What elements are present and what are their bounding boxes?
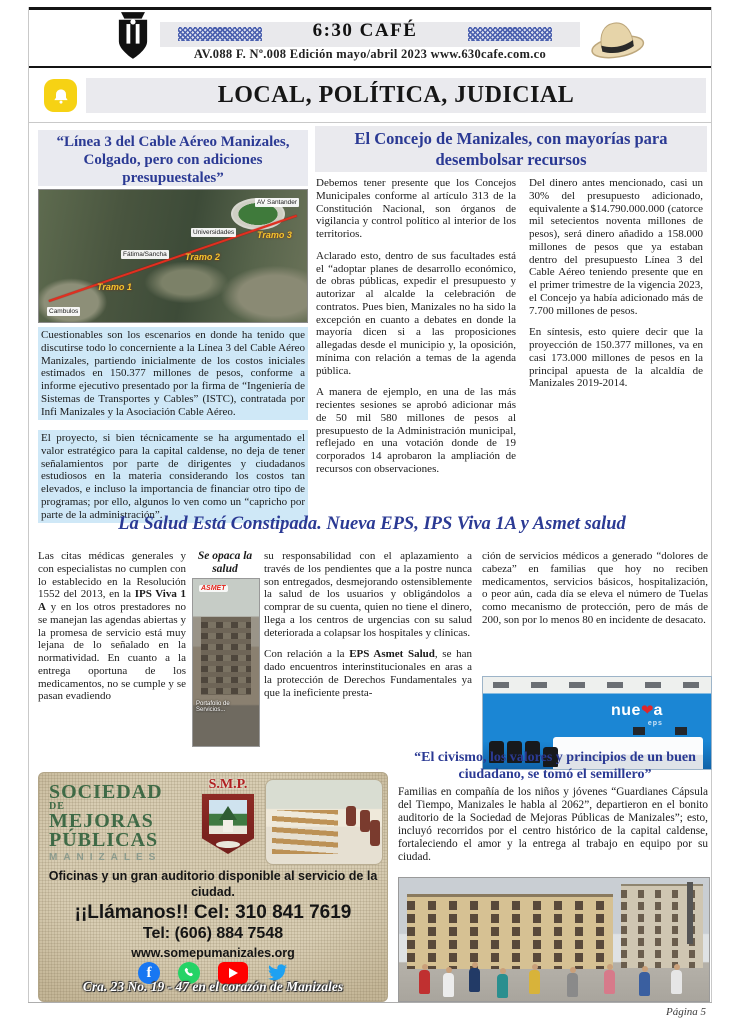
shield-church <box>223 820 233 832</box>
salud-article-title: La Salud Está Constipada. Nueva EPS, IPS Viva 1A y Asmet salud <box>118 514 626 534</box>
smp-label: S.M.P. <box>208 777 248 792</box>
bell-icon <box>44 79 77 112</box>
ad-tel-line: Tel: (606) 884 7548 <box>142 925 284 942</box>
pedestrian <box>497 974 508 998</box>
cable-paragraph-2: El proyecto, si bien técnicamente se ha argumentado el valor estratégico para la capital caldense, no deja de tener señalamientos por parte de dirigentes y ciudadanos estudiosos en la materia considerando los costos tan elevados, e incluso la importancia de financiar otro tipo de programas; por ello, algunos lo ven como un “capricho por parte de la administración”. <box>38 430 308 523</box>
concejo-col1-p1: Debemos tener presente que los Concejos Municipales conforme al artículo 313 de la Constitución Nacional, son órganos de vigilancia y control político al interior de los territorios. <box>316 177 516 240</box>
cable-map-image <box>38 189 308 323</box>
shield-mountain <box>219 806 237 820</box>
smp-shield-icon <box>202 794 254 854</box>
building-pole <box>687 882 693 944</box>
cable-article-title: “Línea 3 del Cable Aéreo Manizales, Colgado, pero con adiciones presupuestales” <box>38 130 308 186</box>
section-band <box>86 78 706 113</box>
concejo-column-2 <box>529 177 703 399</box>
asmet-logo: ASMET <box>201 585 226 592</box>
salud-column-1 <box>38 550 186 703</box>
brochure-building <box>201 617 251 695</box>
org-line-4: PÚBLICAS <box>49 828 159 851</box>
top-rule <box>28 7 712 10</box>
salud-column-4: ción de servicios médicos a generado “dolores de cabeza” en familias que hoy no reciben medicamentos, servicios básicos, hospitalización, o peor aún, cada día se eleva el número de Tuelas como mecanismo de protección, pero de más de 200, son por lo menos 80 en incidente de desacato. <box>482 550 708 626</box>
salud-col1-text2: y en los otros prestadores no se manejan las agendas abiertas y la promesa de servicio está muy lejana de lo señalado en la normatividad. En cuanto a la entrega oportuna de los medicamentos, no se cumple y se pasan evadiendo <box>38 601 186 703</box>
map-station-label: Fátima/Sancha <box>123 251 167 258</box>
org-city: MANIZALES <box>49 851 162 863</box>
org-line-2: DE <box>49 801 65 812</box>
org-line-1: SOCIEDAD <box>49 781 163 803</box>
nueva-eps-logo <box>611 701 663 727</box>
smp-crest <box>197 777 259 854</box>
footer-rule <box>28 1002 712 1003</box>
salud-col3-text: Con relación a la <box>264 648 350 661</box>
red-chair <box>370 820 380 846</box>
ad-address: Cra. 23 No. 19 - 47 en el corazón de Manizales <box>82 979 344 994</box>
pedestrian <box>443 973 454 997</box>
auditorium-photo <box>265 779 383 865</box>
pedestrian <box>469 968 480 992</box>
pedestrian <box>419 970 430 994</box>
salud-col3-p1: su responsabilidad con el aplazamiento a través de los pendientes que a la postre nunca son entregados, desmejorando ostensiblemente la salud de los usuarios y obligándolos a comprar de su cuenta, quien no tiene el dinero, llega a los centros de urgencias con su salud deteriorada a colapsar los hospitales y clínicas. <box>264 550 472 639</box>
pedestrian <box>604 970 615 994</box>
brochure-strip <box>193 728 259 746</box>
salud-brochure-image <box>192 578 260 747</box>
chair-rows <box>272 810 338 854</box>
hatch-bar-left <box>178 27 262 41</box>
facebook-icon: f <box>138 962 160 984</box>
section-title: LOCAL, POLÍTICA, JUDICIAL <box>217 82 575 108</box>
salud-col3-p2 <box>264 648 472 699</box>
ad-website: www.somepumanizales.org <box>131 946 295 960</box>
salud-photo-caption: Se opaca la salud <box>197 550 253 576</box>
section-divider <box>28 122 712 123</box>
shield-banner <box>216 841 240 848</box>
monitor <box>675 727 687 735</box>
historic-building <box>407 894 613 969</box>
ceiling-lights <box>493 682 699 688</box>
eps-logo-part2: a <box>653 702 663 719</box>
smp-org-name <box>49 783 195 862</box>
cable-route-line <box>49 215 298 303</box>
eps-logo-sub: eps <box>647 720 663 727</box>
pedestrian <box>567 973 578 997</box>
edition-line: AV.088 F. Nº.008 Edición mayo/abril 2023 www.630cafe.com.co <box>193 47 547 61</box>
concejo-col1-p3: A manera de ejemplo, en una de las más recientes sesiones se aprobó adicionar más de 50 mil 580 millones de pesos al presupuesto de la Administración municipal, reflejado en una votación donde de 19 corporados 14 aprobaron la ampliación de recursos con observaciones. <box>316 386 516 475</box>
right-page-border <box>711 7 712 1003</box>
pedestrian <box>639 972 650 996</box>
header-rule <box>28 66 712 68</box>
map-tramo-label: Tramo 1 <box>97 282 132 292</box>
concejo-col1-p2: Aclarado esto, dentro de sus facultades está el “adoptar planes de desarrollo económico, de obras públicas, expedir el presupuesto y autorizar al alcalde la celebración de contratos. Pues bien, Manizales no ha sido la excepción en cuanto a debates en donde la mayoría dicen si a las proposiciones allegadas desde el municipio y, la oposición, mínima con relación a temas de la agenda pública. <box>316 249 516 377</box>
org-line-3: MEJORAS <box>49 809 154 832</box>
salud-column-3 <box>264 550 472 708</box>
map-tramo-label: Tramo 2 <box>185 252 220 262</box>
concejo-article-title: El Concejo de Manizales, con mayorías para desembolsar recursos <box>315 126 707 172</box>
monitor <box>633 727 645 735</box>
masthead-title: 6:30 CAFÉ <box>312 20 418 41</box>
concejo-col2-p1: Del dinero antes mencionado, casi un 30% del presupuesto adicionado, equivalente a $14.790.000.000 (catorce mil setecientos noventa millones de pesos), será dinero añadido a 158.000 millones de pesos que ya estaban dentro del presupuesto Línea 3 del Cable Aéreo teniendo presente que en el primer trimestre de la vigencia 2023, el Concejo ya había adicionado más de 7.700 millones de pesos. <box>529 177 703 317</box>
salud-col3-bold: EPS Asmet Salud <box>349 648 435 661</box>
civismo-photo <box>398 877 710 1002</box>
salud-col1-text: Las citas médicas generales y con especialistas no cumplen con lo establecido en la Resolución 1552 del 2013, en la <box>38 550 186 601</box>
civismo-article-title: “El civismo, los valores y principios de un buen ciudadano, se tomó el semillero” <box>414 750 696 782</box>
pedestrian <box>529 970 540 994</box>
salud-col3-text2: , se han dado encuentros interinstitucionales en aras a la protección de Derechos Fundamentales ya que la ineficiente presta- <box>264 648 472 699</box>
concejo-column-1 <box>316 177 516 485</box>
map-station-label: AV Santander <box>257 199 297 206</box>
salud-col1-bold: IPS Viva 1 A <box>38 588 186 613</box>
map-station-label: Cambulos <box>49 308 79 315</box>
cable-paragraph-1: Cuestionables son los escenarios en donde ha tenido que discutirse todo lo concerniente a la Línea 3 del Cable Aéreo Manizales, partiendo inicialmente de los costos iniciales estimados en 150.377 millones de pesos, conforme a informe ejecutivo presentado por la firma de “Ingeniería de Sistemas de Transportes y Cables” (ISTC), contratada por Infi Manizales y la Asociación Cable Aéreo. <box>38 327 308 420</box>
hatch-bar-right <box>468 27 552 41</box>
red-chair <box>346 806 356 826</box>
heart-icon: ❤ <box>640 703 654 719</box>
ad-services-line: Oficinas y un gran auditorio disponible al servicio de la ciudad. <box>48 869 378 899</box>
map-tramo-label: Tramo 3 <box>257 230 292 240</box>
pedestrian <box>671 970 682 994</box>
concejo-col2-p2: En síntesis, esto quiere decir que la proyección de 150.377 millones, va en casi 173.000 millones de pesos en la principal apuesta de la alcaldía de Manizales 2019-2014. <box>529 326 703 390</box>
civismo-body: Familias en compañía de los niños y jóvenes “Guardianes Cápsula del Tiempo, Manizales le habla al 2062”, departieron en el bonito auditorio de la Sociedad de Mejoras Públicas de Manizales”; esto, incluyó recorridos por el centro histórico de la capital caldense, fortaleciendo el amor y la entrega al trabajo en equipo por su ciudad. <box>398 786 708 864</box>
ad-cel-line: ¡¡Llámanos!! Cel: 310 841 7619 <box>74 902 352 923</box>
map-station-label: Universidades <box>193 229 235 236</box>
smp-ad <box>38 772 388 1002</box>
left-page-border <box>28 7 29 1003</box>
brochure-caption: Portafolio de Servicios... <box>196 701 230 713</box>
red-chair <box>360 810 370 832</box>
page-number: Página 5 <box>665 1006 706 1018</box>
eps-logo-part1: nue <box>611 702 641 719</box>
